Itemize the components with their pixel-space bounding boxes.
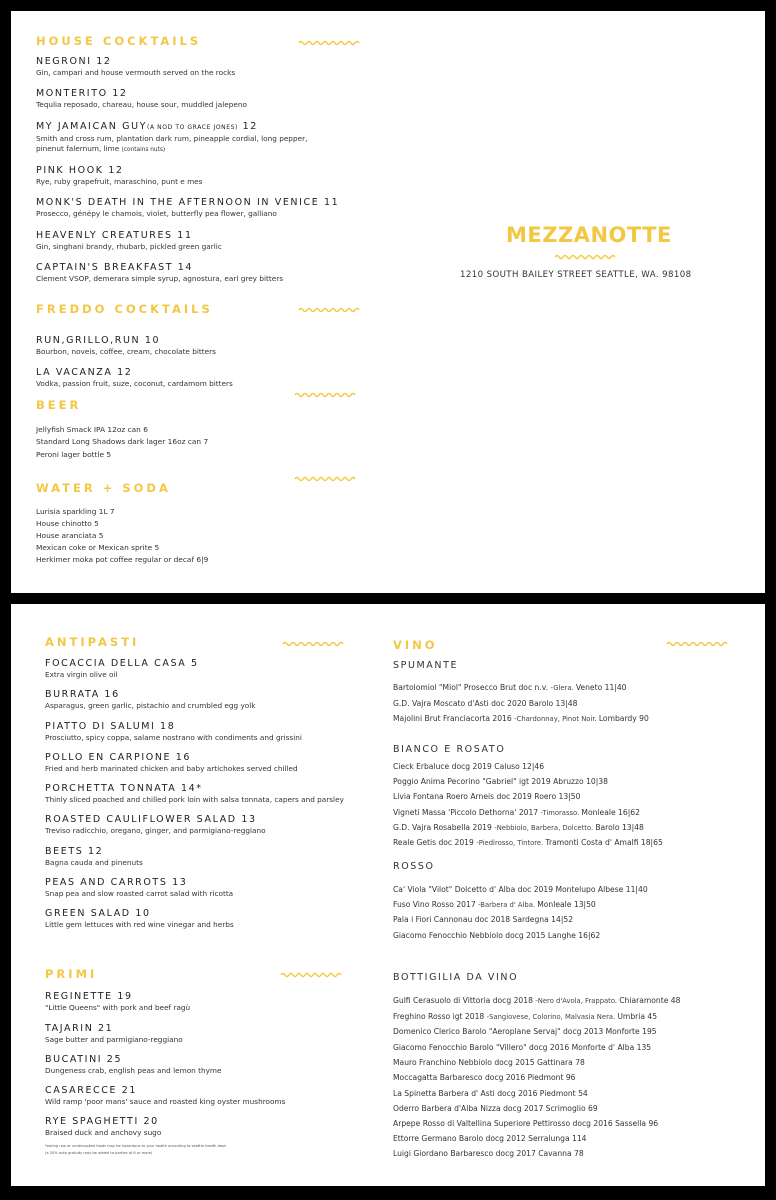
soda-line: House aranciata 5 [36,531,104,540]
wine-line: Cieck Erbaluce docg 2019 Caluso 12|46 [393,762,545,771]
wine-line: Moccagatta Barbaresco docg 2016 Piedmont 96 [393,1073,576,1082]
wine-line: Giacomo Fenocchio Barolo "Villero" docg 2016 Monforte d' Alba 135 [393,1043,652,1052]
bianco-rosato-heading: BIANCO E ROSATO [393,744,506,755]
health-disclaimer: *eating raw or undercooked foods may be hazardous to your health according to seattle health dept. [45,1144,227,1148]
wine-line: Luigi Giordano Barbaresco docg 2017 Cavanna 78 [393,1149,584,1158]
menu-item: MONK'S DEATH IN THE AFTERNOON IN VENICE 11 Prosecco, génépy le chamois, violet, butterfly pea flower, galliano [36,197,340,218]
beer-line: Jellyfish Smack IPA 12oz can 6 [36,425,148,434]
soda-line: Lurisia sparkling 1L 7 [36,507,115,516]
menu-item: BUCATINI 25 Dungeness crab, english peas and lemon thyme [45,1054,222,1075]
menu-item: BURRATA 16 Asparagus, green garlic, pistachio and crumbled egg yolk [45,689,256,710]
wine-line: Fuso Vino Rosso 2017 -Barbera d' Alba. Monleale 13|50 [393,900,596,909]
wave-divider-icon [298,306,360,314]
menu-item: POLLO EN CARPIONE 16 Fried and herb marinated chicken and baby artichokes served chilled [45,752,298,773]
primi-heading: PRIMI [45,967,98,981]
wine-line: Giacomo Fenocchio Nebbiolo docg 2015 Langhe 16|62 [393,931,601,940]
beer-line: Standard Long Shadows dark lager 16oz can 7 [36,437,209,446]
water-soda-heading: WATER + SODA [36,481,171,495]
soda-line: Mexican coke or Mexican sprite 5 [36,543,160,552]
food-wine-menu-page [11,604,765,1186]
restaurant-logo: MEZZANOTTE [506,223,672,247]
wine-line: Oderro Barbera d'Alba Nizza docg 2017 Scrimoglio 69 [393,1104,598,1113]
cocktail-menu-page [11,11,765,593]
menu-item: PIATTO DI SALUMI 18 Prosciutto, spicy coppa, salame nostrano with condiments and grissini [45,721,302,742]
vino-heading: VINO [393,638,438,652]
wine-line: Majolini Brut Franciacorta 2016 -Chardonnay, Pinot Noir. Lombardy 90 [393,714,649,723]
wave-divider-icon [553,253,617,261]
spumante-heading: SPUMANTE [393,660,459,671]
menu-item: PEAS AND CARROTS 13 Snap pea and slow roasted carrot salad with ricotta [45,877,234,898]
wine-line: G.D. Vajra Rosabella 2019 -Nebbiolo, Barbera, Dolcetto. Barolo 13|48 [393,823,644,832]
menu-item: MONTERITO 12 Tequlia reposado, chareau, house sour, muddled jalepeno [36,88,247,109]
soda-line: Herkimer moka pot coffee regular or decaf 6|9 [36,555,209,564]
soda-line: House chinotto 5 [36,519,99,528]
wine-line: Arpepe Rosso di Valtellina Superiore Pettirosso docg 2016 Sassella 96 [393,1119,659,1128]
menu-item: CASARECCE 21 Wild ramp 'poor mans' sauce and roasted king oyster mushrooms [45,1085,286,1106]
wave-divider-icon [298,39,360,47]
wine-line: Ca' Viola "Vilot" Dolcetto d' Alba doc 2019 Montelupo Albese 11|40 [393,885,648,894]
menu-item: BEETS 12 Bagna cauda and pinenuts [45,846,143,867]
wave-divider-icon [294,475,356,483]
gratuity-note: (a 20% auto gratuity may be added to parties of 6 or more) [45,1151,153,1155]
menu-item: FOCACCIA DELLA CASA 5 Extra virgin olive oil [45,658,199,679]
beer-heading: BEER [36,398,82,412]
antipasti-heading: ANTIPASTI [45,635,140,649]
wine-line: Livia Fontana Roero Arneis doc 2019 Roero 13|50 [393,792,581,801]
menu-item: TAJARIN 21 Sage butter and parmigiano-reggiano [45,1023,183,1044]
menu-item: PORCHETTA TONNATA 14* Thinly sliced poached and chilled pork loin with salsa tonnata, capers and parsley [45,783,344,804]
menu-item: RUN,GRILLO,RUN 10 Bourbon, noveis, coffee, cream, chocolate bitters [36,335,216,356]
rosso-heading: ROSSO [393,861,435,872]
wine-line: Pala i Fiori Cannonau doc 2018 Sardegna 14|52 [393,915,574,924]
wine-line: Gulfi Cerasuolo di Vittoria docg 2018 -Nero d'Avola, Frappato. Chiaramonte 48 [393,996,681,1005]
wine-line: G.D. Vajra Moscato d'Asti doc 2020 Barolo 13|48 [393,699,578,708]
wine-line: Mauro Franchino Nebbiolo docg 2015 Gattinara 78 [393,1058,585,1067]
wine-line: Bartolomiol "Miol" Prosecco Brut doc n.v. -Glera. Veneto 11|40 [393,683,627,692]
wine-line: Freghino Rosso igt 2018 -Sangiovese, Colorino, Malvasia Nera. Umbria 45 [393,1012,658,1021]
wine-line: Domenico Clerico Barolo "Aeroplane Servaj" docg 2013 Monforte 195 [393,1027,657,1036]
menu-item: REGINETTE 19 "Little Queens" with pork and beef ragù [45,991,191,1012]
house-cocktails-heading: HOUSE COCKTAILS [36,34,202,48]
menu-item: MY JAMAICAN GUY(A NOD TO GRACE JONES) 12 Smith and cross rum, plantation dark rum, pineapple cordial, long pepper, pinenut falernum, lime (contains nuts) [36,121,308,153]
wine-line: La Spinetta Barbera d' Asti docg 2016 Piedmont 54 [393,1089,588,1098]
wave-divider-icon [282,640,344,648]
menu-item: RYE SPAGHETTI 20 Braised duck and anchovy sugo [45,1116,162,1137]
menu-item: LA VACANZA 12 Vodka, passion fruit, suze, coconut, cardamom bitters [36,367,233,388]
bottiglia-heading: BOTTIGILIA DA VINO [393,972,519,983]
menu-item: CAPTAIN'S BREAKFAST 14 Clement VSOP, demerara simple syrup, agnostura, earl grey bitters [36,262,283,283]
restaurant-address: 1210 SOUTH BAILEY STREET SEATTLE, WA. 98108 [460,270,692,280]
wave-divider-icon [666,640,728,648]
wine-line: Ettorre Germano Barolo docg 2012 Serralunga 114 [393,1134,587,1143]
wave-divider-icon [294,391,356,399]
menu-item: ROASTED CAULIFLOWER SALAD 13 Treviso radicchio, oregano, ginger, and parmigiano-reggiano [45,814,266,835]
menu-item: HEAVENLY CREATURES 11 Gin, singhani brandy, rhubarb, pickled green garlic [36,230,222,251]
menu-item: NEGRONI 12 Gin, campari and house vermouth served on the rocks [36,56,236,77]
wave-divider-icon [280,971,342,979]
wine-line: Reale Getis doc 2019 -Piedirosso, Tintore. Tramonti Costa d' Amalfi 18|65 [393,838,663,847]
menu-item: GREEN SALAD 10 Little gem lettuces with red wine vinegar and herbs [45,908,234,929]
wine-line: Poggio Anima Pecorino "Gabriel" igt 2019 Abruzzo 10|38 [393,777,608,786]
wine-line: Vigneti Massa 'Piccolo Dethorna' 2017 -Timorasso. Monleale 16|62 [393,808,640,817]
menu-item: PINK HOOK 12 Rye, ruby grapefruit, maraschino, punt e mes [36,165,203,186]
beer-line: Peroni lager bottle 5 [36,450,112,459]
freddo-cocktails-heading: FREDDO COCKTAILS [36,302,213,316]
